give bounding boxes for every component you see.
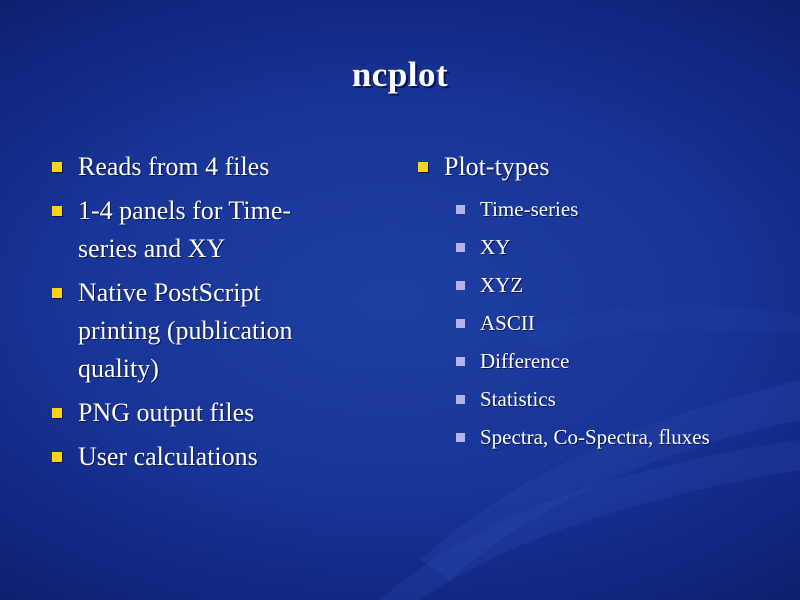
sub-bullet-item [454,308,754,338]
bullet-text: Native PostScript printing (publication quality) [78,278,293,383]
square-bullet-icon [52,162,62,172]
bullet-item-plot-types [414,148,754,186]
sub-bullet-text: Spectra, Co-Spectra, fluxes [480,425,710,449]
sub-bullet-item [454,270,754,300]
sub-bullet-item [454,422,754,452]
plot-types-sublist [414,194,754,452]
bullet-text: Plot-types [444,152,550,181]
square-subbullet-icon [456,319,465,328]
sub-bullet-item [454,232,754,262]
bullet-text: 1-4 panels for Time-series and XY [78,196,292,263]
bullet-text: PNG output files [78,398,255,427]
sub-bullet-text: XY [480,235,511,259]
bullet-text: Reads from 4 files [78,152,270,181]
sub-bullet-item [454,384,754,414]
square-bullet-icon [52,288,62,298]
bullet-item [48,192,348,268]
bullet-item [48,438,348,476]
sub-bullet-text: Statistics [480,387,556,411]
square-subbullet-icon [456,243,465,252]
square-bullet-icon [418,162,428,172]
sub-bullet-text: ASCII [480,311,535,335]
square-subbullet-icon [456,395,465,404]
square-bullet-icon [52,206,62,216]
square-bullet-icon [52,408,62,418]
square-subbullet-icon [456,357,465,366]
bullet-item [48,394,348,432]
slide-title: ncplot [351,55,449,94]
square-subbullet-icon [456,433,465,442]
sub-bullet-text: Difference [480,349,570,373]
sub-bullet-item [454,194,754,224]
right-bullet-list [414,148,754,460]
square-bullet-icon [52,452,62,462]
sub-bullet-text: XYZ [480,273,524,297]
sub-bullet-item [454,346,754,376]
bullet-text: User calculations [78,442,258,471]
left-bullet-list [48,148,348,482]
bullet-item [48,148,348,186]
sub-bullet-text: Time-series [480,197,579,221]
bullet-item [48,274,348,388]
square-subbullet-icon [456,281,465,290]
square-subbullet-icon [456,205,465,214]
